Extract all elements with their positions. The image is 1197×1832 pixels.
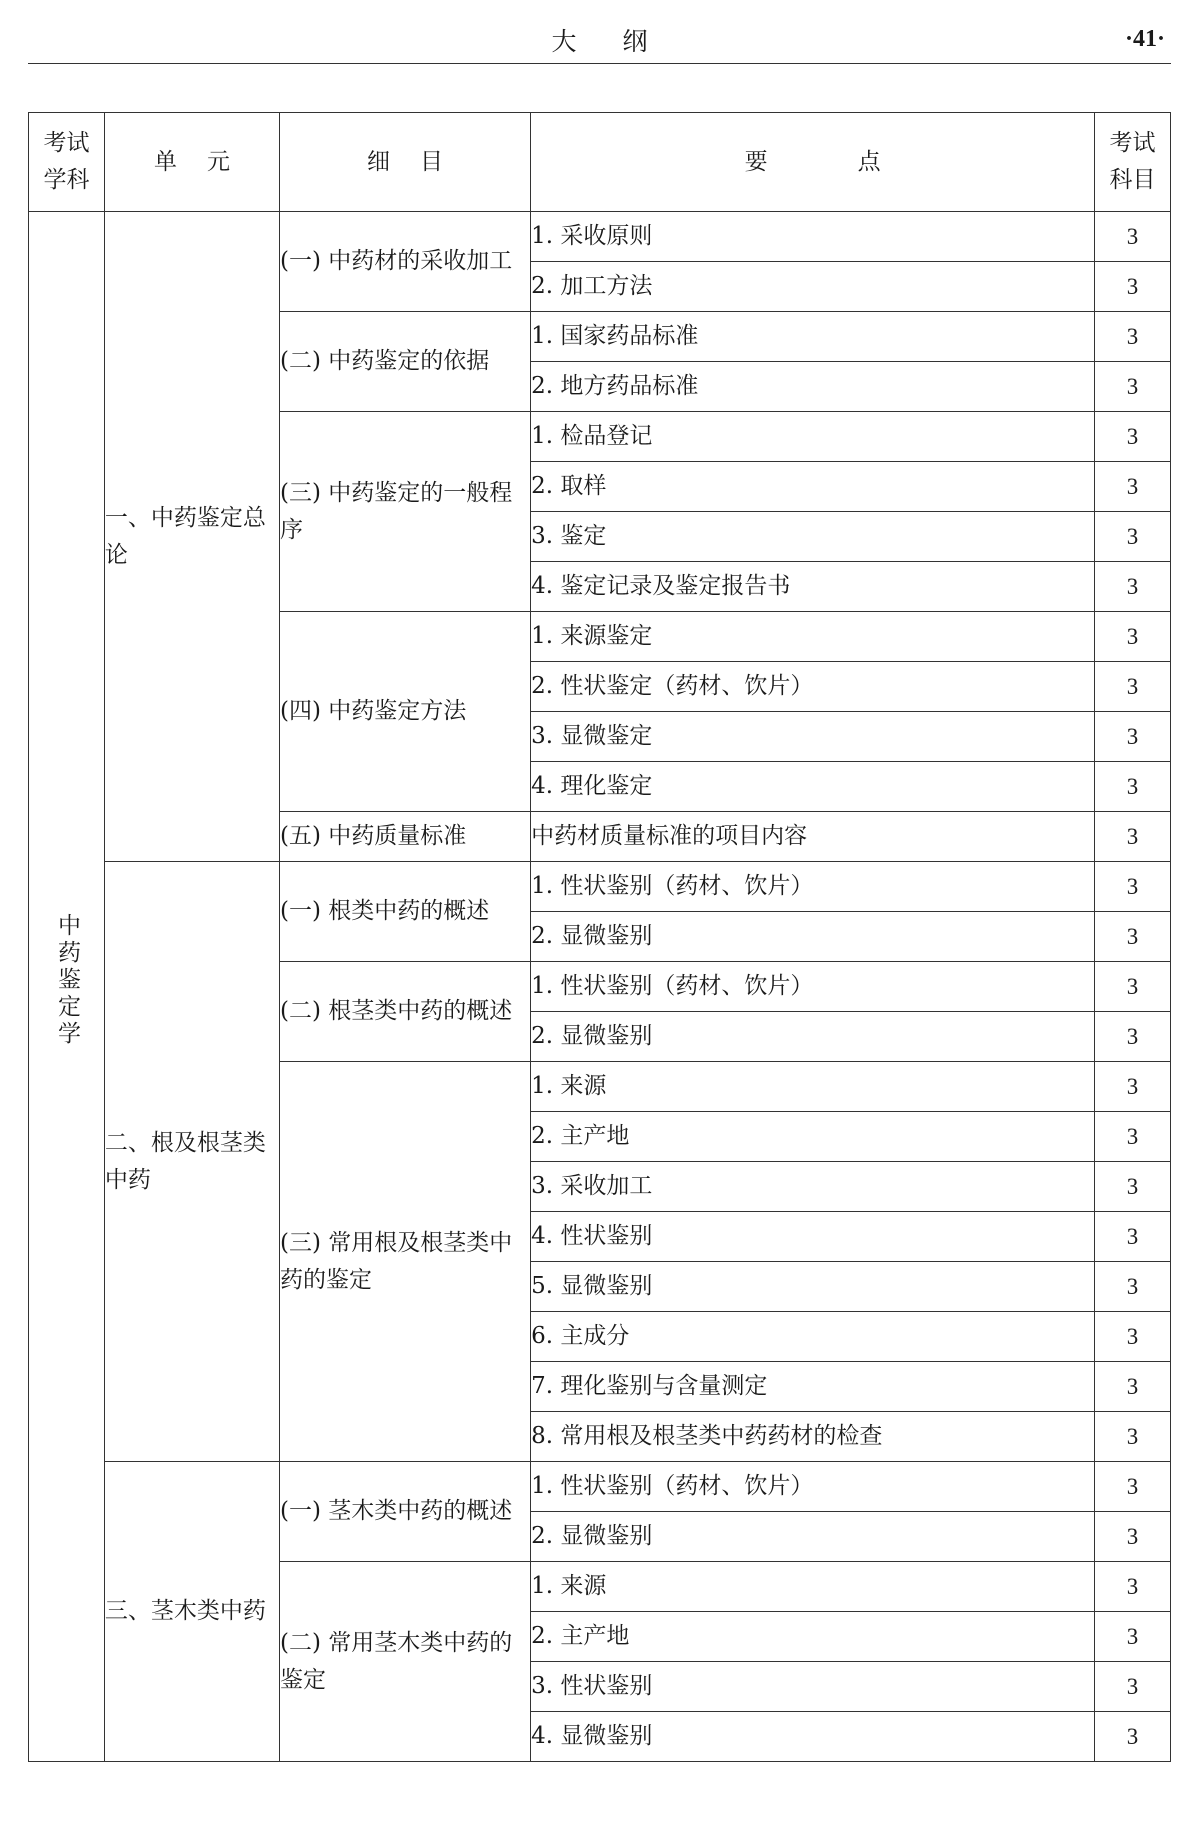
point-cell: 1. 性状鉴别（药材、饮片） <box>531 862 1095 912</box>
point-cell: 2. 取样 <box>531 462 1095 512</box>
detail-cell: (二) 中药鉴定的依据 <box>280 312 531 412</box>
level-cell: 3 <box>1095 1262 1171 1312</box>
point-cell: 2. 主产地 <box>531 1112 1095 1162</box>
subject-label: 中药鉴定学 <box>53 913 80 1048</box>
detail-cell: (一) 根类中药的概述 <box>280 862 531 962</box>
subject-cell <box>29 212 105 1762</box>
point-cell: 4. 鉴定记录及鉴定报告书 <box>531 562 1095 612</box>
level-cell: 3 <box>1095 412 1171 462</box>
column-header-detail: 细目 <box>280 113 531 212</box>
detail-cell: (三) 中药鉴定的一般程序 <box>280 412 531 612</box>
detail-cell: (五) 中药质量标准 <box>280 812 531 862</box>
point-cell: 1. 性状鉴别（药材、饮片） <box>531 1462 1095 1512</box>
point-cell: 3. 鉴定 <box>531 512 1095 562</box>
level-cell: 3 <box>1095 1612 1171 1662</box>
point-cell: 1. 检品登记 <box>531 412 1095 462</box>
level-cell: 3 <box>1095 1312 1171 1362</box>
point-cell: 3. 采收加工 <box>531 1162 1095 1212</box>
point-cell: 2. 性状鉴定（药材、饮片） <box>531 662 1095 712</box>
detail-cell: (二) 根茎类中药的概述 <box>280 962 531 1062</box>
level-cell: 3 <box>1095 962 1171 1012</box>
level-cell: 3 <box>1095 362 1171 412</box>
detail-cell: (一) 茎木类中药的概述 <box>280 1462 531 1562</box>
level-cell: 3 <box>1095 212 1171 262</box>
point-cell: 2. 地方药品标准 <box>531 362 1095 412</box>
point-cell: 5. 显微鉴别 <box>531 1262 1095 1312</box>
level-cell: 3 <box>1095 612 1171 662</box>
level-cell: 3 <box>1095 912 1171 962</box>
column-header-subject <box>29 113 105 212</box>
level-cell: 3 <box>1095 262 1171 312</box>
table-row <box>29 1462 1171 1512</box>
level-cell: 3 <box>1095 1112 1171 1162</box>
point-cell: 4. 显微鉴别 <box>531 1712 1095 1762</box>
outline-body <box>29 212 1171 1762</box>
detail-cell: (一) 中药材的采收加工 <box>280 212 531 312</box>
level-cell: 3 <box>1095 312 1171 362</box>
level-cell: 3 <box>1095 462 1171 512</box>
point-cell: 7. 理化鉴别与含量测定 <box>531 1362 1095 1412</box>
page-number: ·41· <box>1124 26 1165 52</box>
column-header-level-line2: 科目 <box>1109 167 1156 193</box>
point-cell: 中药材质量标准的项目内容 <box>531 812 1095 862</box>
point-cell: 6. 主成分 <box>531 1312 1095 1362</box>
point-cell: 2. 主产地 <box>531 1612 1095 1662</box>
point-cell: 1. 国家药品标准 <box>531 312 1095 362</box>
point-cell: 2. 加工方法 <box>531 262 1095 312</box>
column-header-point: 要点 <box>531 113 1095 212</box>
point-cell: 1. 性状鉴别（药材、饮片） <box>531 962 1095 1012</box>
point-cell: 3. 显微鉴定 <box>531 712 1095 762</box>
point-cell: 1. 来源 <box>531 1562 1095 1612</box>
point-cell: 1. 来源鉴定 <box>531 612 1095 662</box>
level-cell: 3 <box>1095 1662 1171 1712</box>
level-cell: 3 <box>1095 1712 1171 1762</box>
point-cell: 3. 性状鉴别 <box>531 1662 1095 1712</box>
column-header-unit: 单元 <box>104 113 279 212</box>
level-cell: 3 <box>1095 712 1171 762</box>
level-cell: 3 <box>1095 762 1171 812</box>
point-cell: 2. 显微鉴别 <box>531 1012 1095 1062</box>
point-cell: 2. 显微鉴别 <box>531 1512 1095 1562</box>
level-cell: 3 <box>1095 1462 1171 1512</box>
column-header-level-line1: 考试 <box>1109 130 1156 156</box>
page-title: 大纲 <box>551 27 694 56</box>
column-header-subject-line1: 考试 <box>43 130 90 156</box>
point-cell: 1. 采收原则 <box>531 212 1095 262</box>
detail-cell: (三) 常用根及根茎类中药的鉴定 <box>280 1062 531 1462</box>
detail-cell: (四) 中药鉴定方法 <box>280 612 531 812</box>
level-cell: 3 <box>1095 1062 1171 1112</box>
level-cell: 3 <box>1095 1012 1171 1062</box>
level-cell: 3 <box>1095 812 1171 862</box>
level-cell: 3 <box>1095 512 1171 562</box>
level-cell: 3 <box>1095 1212 1171 1262</box>
unit-cell: 二、根及根茎类中药 <box>104 862 279 1462</box>
level-cell: 3 <box>1095 1162 1171 1212</box>
unit-cell: 三、茎木类中药 <box>104 1462 279 1762</box>
point-cell: 4. 性状鉴别 <box>531 1212 1095 1262</box>
level-cell: 3 <box>1095 1412 1171 1462</box>
level-cell: 3 <box>1095 1362 1171 1412</box>
table-header-row <box>29 113 1171 212</box>
column-header-level <box>1095 113 1171 212</box>
table-row <box>29 212 1171 262</box>
table-row <box>29 862 1171 912</box>
level-cell: 3 <box>1095 562 1171 612</box>
level-cell: 3 <box>1095 1512 1171 1562</box>
level-cell: 3 <box>1095 1562 1171 1612</box>
outline-table <box>28 112 1171 1762</box>
page-header <box>28 0 1171 64</box>
point-cell: 4. 理化鉴定 <box>531 762 1095 812</box>
detail-cell: (二) 常用茎木类中药的鉴定 <box>280 1562 531 1762</box>
level-cell: 3 <box>1095 862 1171 912</box>
unit-cell: 一、中药鉴定总论 <box>104 212 279 862</box>
point-cell: 2. 显微鉴别 <box>531 912 1095 962</box>
column-header-subject-line2: 学科 <box>43 167 90 193</box>
point-cell: 1. 来源 <box>531 1062 1095 1112</box>
point-cell: 8. 常用根及根茎类中药药材的检查 <box>531 1412 1095 1462</box>
level-cell: 3 <box>1095 662 1171 712</box>
